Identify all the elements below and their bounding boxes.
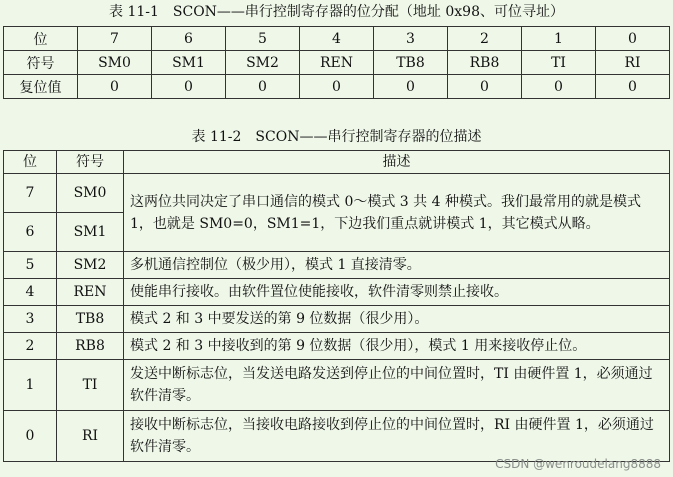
bit-cell: 7: [4, 174, 57, 213]
bit-cell: 0: [4, 411, 57, 462]
table-cell: TB8: [374, 51, 448, 75]
header-symbol: 符号: [57, 151, 124, 174]
symbol-cell: REN: [57, 279, 124, 306]
table-cell: 0: [226, 75, 300, 99]
table-cell: 2: [448, 27, 522, 51]
watermark: CSDN @wenroudelang8888: [495, 457, 661, 471]
table-cell: SM2: [226, 51, 300, 75]
desc-cell: 模式 2 和 3 中要发送的第 9 位数据（很少用）。: [124, 306, 670, 333]
table-cell: RI: [596, 51, 670, 75]
desc-cell: 多机通信控制位（极少用），模式 1 直接清零。: [124, 252, 670, 279]
table-cell: SM1: [152, 51, 226, 75]
table-header-row: [4, 151, 670, 174]
table-cell: 0: [300, 75, 374, 99]
table-row: [4, 411, 670, 462]
table-row: [4, 306, 670, 333]
symbol-cell: SM1: [57, 213, 124, 252]
table-row: [4, 252, 670, 279]
row-header-reset: 复位值: [4, 75, 78, 99]
symbol-cell: RB8: [57, 333, 124, 360]
table-cell: 6: [152, 27, 226, 51]
table-row: [4, 360, 670, 411]
table-row: [4, 75, 670, 99]
bit-cell: 6: [4, 213, 57, 252]
bit-cell: 3: [4, 306, 57, 333]
desc-cell: 模式 2 和 3 中接收到的第 9 位数据（很少用），模式 1 用来接收停止位。: [124, 333, 670, 360]
header-bit: 位: [4, 151, 57, 174]
table-row: [4, 27, 670, 51]
table-cell: 0: [596, 27, 670, 51]
bit-cell: 1: [4, 360, 57, 411]
table2-caption: 表 11-2 SCON——串行控制寄存器的位描述: [191, 129, 482, 145]
table-row: [4, 279, 670, 306]
header-desc: 描述: [124, 151, 670, 174]
symbol-cell: SM0: [57, 174, 124, 213]
symbol-cell: RI: [57, 411, 124, 462]
table-cell: RB8: [448, 51, 522, 75]
desc-cell-sm0-sm1: 这两位共同决定了串口通信的模式 0～模式 3 共 4 种模式。我们最常用的就是模式 1，也就是 SM0=0，SM1=1，下边我们重点就讲模式 1，其它模式从略。: [124, 174, 670, 252]
desc-cell: 接收中断标志位，当接收电路接收到停止位的中间位置时，RI 由硬件置 1，必须通过软件清零。: [124, 411, 670, 462]
table1-caption: 表 11-1 SCON——串行控制寄存器的位分配（地址 0x98、可位寻址）: [109, 4, 564, 20]
table-cell: 1: [522, 27, 596, 51]
desc-cell: 发送中断标志位，当发送电路发送到停止位的中间位置时，TI 由硬件置 1，必须通过软件清零。: [124, 360, 670, 411]
table-row: [4, 51, 670, 75]
table-cell: SM0: [78, 51, 152, 75]
table-cell: 0: [152, 75, 226, 99]
table-cell: 4: [300, 27, 374, 51]
table-cell: 0: [78, 75, 152, 99]
table-cell: 5: [226, 27, 300, 51]
table-cell: REN: [300, 51, 374, 75]
table-cell: 7: [78, 27, 152, 51]
bit-cell: 2: [4, 333, 57, 360]
row-header-symbol: 符号: [4, 51, 78, 75]
bit-allocation-table: [3, 26, 670, 99]
row-header-bit: 位: [4, 27, 78, 51]
table-cell: TI: [522, 51, 596, 75]
bit-cell: 4: [4, 279, 57, 306]
table-cell: 0: [596, 75, 670, 99]
symbol-cell: TB8: [57, 306, 124, 333]
bit-description-table: [3, 150, 670, 462]
table-row: [4, 174, 670, 213]
symbol-cell: SM2: [57, 252, 124, 279]
symbol-cell: TI: [57, 360, 124, 411]
table-cell: 0: [522, 75, 596, 99]
table-cell: 3: [374, 27, 448, 51]
table-cell: 0: [448, 75, 522, 99]
desc-cell: 使能串行接收。由软件置位使能接收，软件清零则禁止接收。: [124, 279, 670, 306]
bit-cell: 5: [4, 252, 57, 279]
table-row: [4, 333, 670, 360]
table-cell: 0: [374, 75, 448, 99]
